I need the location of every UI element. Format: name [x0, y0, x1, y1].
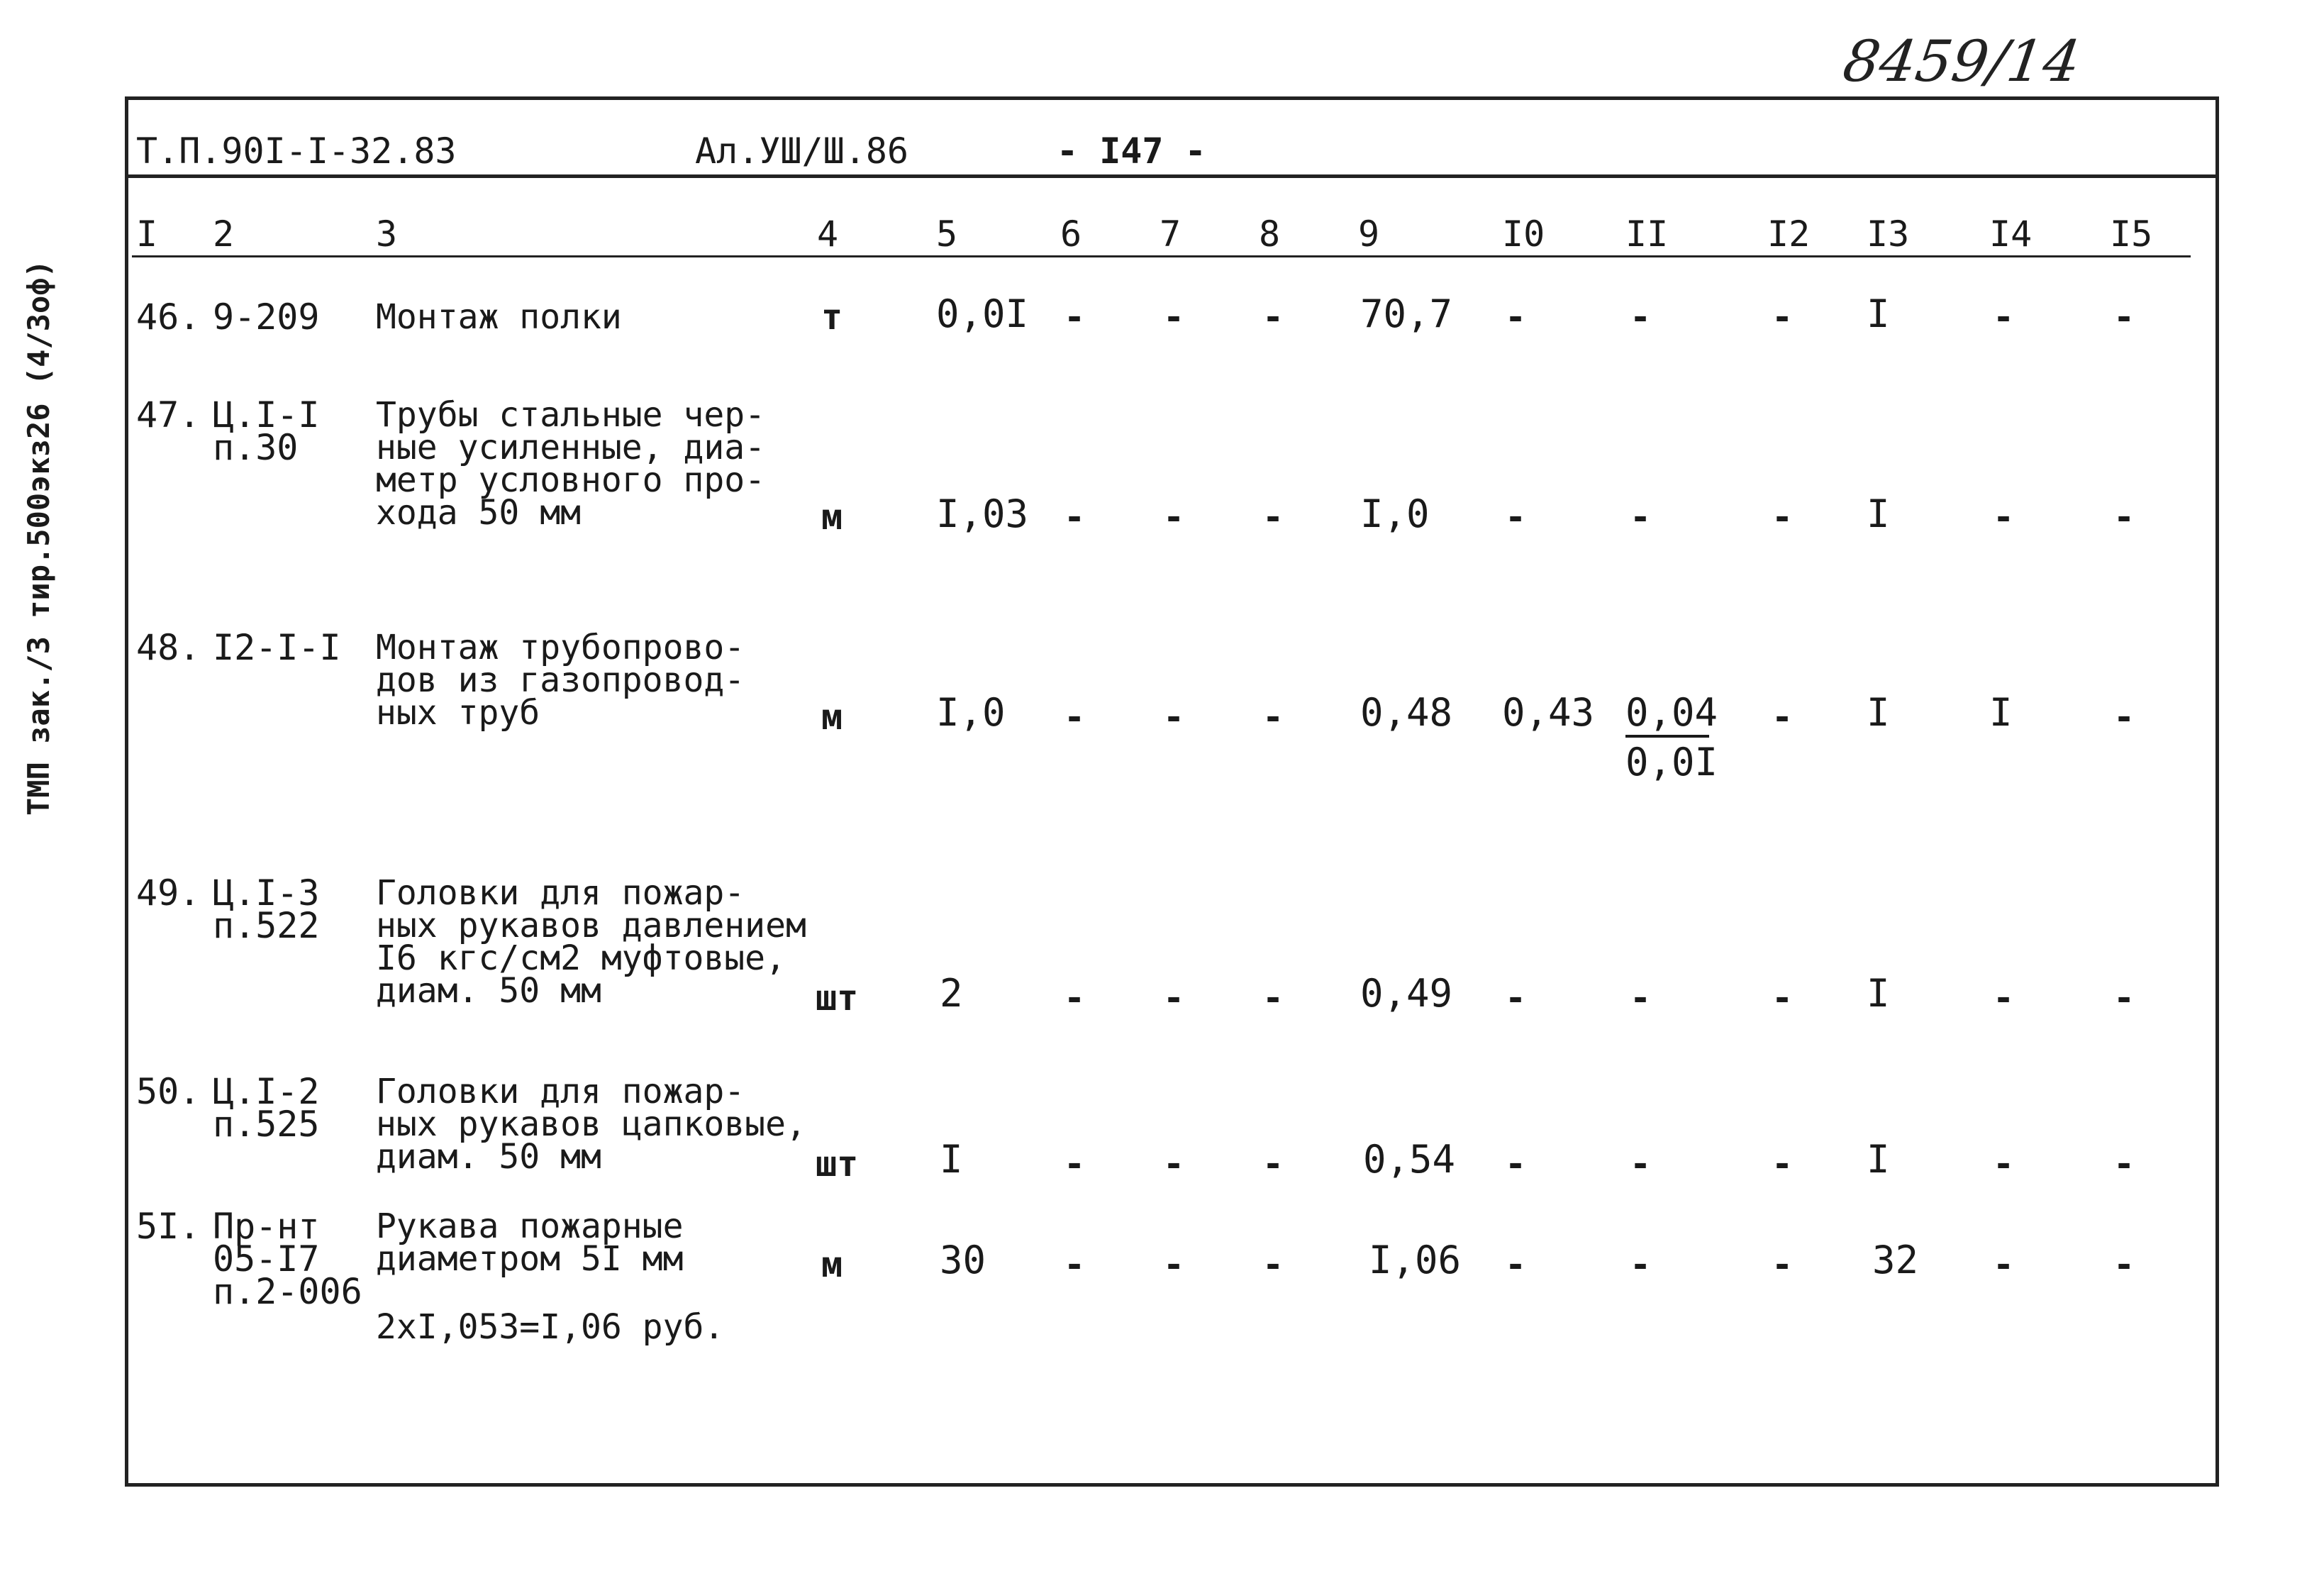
- item-description: диам. 50 мм: [376, 1137, 601, 1177]
- cell-8: -: [1262, 977, 1284, 1019]
- cell-7: -: [1163, 296, 1185, 338]
- cell-15: -: [2113, 1143, 2135, 1184]
- cell-9: 0,54: [1363, 1137, 1456, 1182]
- col-header-1: I: [136, 213, 158, 255]
- price-code: Ц.I-3: [213, 872, 320, 914]
- col-header-9: 9: [1358, 213, 1380, 255]
- cell-6: -: [1064, 977, 1086, 1019]
- cell-13: I: [1867, 492, 1890, 536]
- cell-14: -: [1993, 496, 2015, 538]
- cell-6: -: [1064, 296, 1086, 338]
- cell-14: -: [1993, 296, 2015, 338]
- cell-12: -: [1772, 977, 1794, 1019]
- cell-15: -: [2113, 697, 2135, 738]
- item-description: ных труб: [376, 693, 540, 733]
- side-print-note: ТМП зак./3 тир.500экз26 (4/3оф): [21, 260, 56, 816]
- cell-8: -: [1262, 697, 1284, 738]
- cell-9: 70,7: [1360, 292, 1453, 336]
- cell-9: I,06: [1369, 1238, 1462, 1282]
- unit: м: [821, 496, 843, 538]
- row-number: 50.: [136, 1071, 201, 1112]
- unit: т: [821, 296, 843, 338]
- cell-8: -: [1262, 1244, 1284, 1285]
- cell-10: -: [1505, 977, 1527, 1019]
- unit: шт: [816, 1143, 859, 1184]
- quantity: 2: [940, 971, 963, 1016]
- price-code-item: п.525: [213, 1104, 320, 1145]
- cell-13: I: [1867, 971, 1890, 1016]
- price-code-item: п.522: [213, 905, 320, 946]
- cell-6: -: [1064, 1244, 1086, 1285]
- unit: м: [821, 697, 843, 738]
- cell-9: I,0: [1360, 492, 1430, 536]
- quantity: 30: [940, 1238, 986, 1282]
- cell-9: 0,48: [1360, 690, 1453, 735]
- item-description: Головки для пожар-: [376, 873, 745, 913]
- column-header-rule: [132, 255, 2191, 257]
- quantity: I: [940, 1137, 963, 1182]
- row-number: 46.: [136, 296, 201, 338]
- col-header-3: 3: [376, 213, 398, 255]
- col-header-4: 4: [817, 213, 839, 255]
- cell-11: -: [1630, 296, 1652, 338]
- cell-15: -: [2113, 496, 2135, 538]
- item-description: I6 кгс/см2 муфтовые,: [376, 938, 786, 978]
- item-description: Монтаж трубопрово-: [376, 628, 745, 667]
- quantity: 0,0I: [936, 292, 1029, 336]
- cell-15: -: [2113, 1244, 2135, 1285]
- cost-note: 2хI,053=I,06 руб.: [376, 1307, 725, 1347]
- album-code: Ал.УШ/Ш.86: [695, 131, 909, 172]
- cell-15: -: [2113, 977, 2135, 1019]
- item-description: метр условного про-: [376, 460, 766, 500]
- cell-13: I: [1867, 690, 1890, 735]
- cell-9: 0,49: [1360, 971, 1453, 1016]
- cell-10: -: [1505, 296, 1527, 338]
- cell-7: -: [1163, 1244, 1185, 1285]
- col-header-2: 2: [213, 213, 235, 255]
- cell-7: -: [1163, 697, 1185, 738]
- unit: м: [821, 1244, 843, 1285]
- archive-number: 8459/14: [1839, 28, 2084, 94]
- col-header-7: 7: [1160, 213, 1182, 255]
- cell-11: -: [1630, 1244, 1652, 1285]
- col-header-13: I3: [1867, 213, 1910, 255]
- row-number: 5I.: [136, 1206, 201, 1247]
- cell-8: -: [1262, 296, 1284, 338]
- price-code: I2-I-I: [213, 627, 341, 668]
- quantity: I,03: [936, 492, 1029, 536]
- cell-14: -: [1993, 1143, 2015, 1184]
- item-description: диам. 50 мм: [376, 971, 601, 1011]
- cell-13: I: [1867, 1137, 1890, 1182]
- cell-11: -: [1630, 1143, 1652, 1184]
- cell-11-numerator: 0,04: [1625, 690, 1718, 735]
- cell-10: -: [1505, 1143, 1527, 1184]
- cell-6: -: [1064, 697, 1086, 738]
- cell-8: -: [1262, 496, 1284, 538]
- cell-7: -: [1163, 1143, 1185, 1184]
- item-description: ные усиленные, диа-: [376, 428, 766, 467]
- price-code: Пр-нт: [213, 1206, 320, 1247]
- col-header-5: 5: [936, 213, 958, 255]
- header-rule: [125, 174, 2219, 178]
- col-header-15: I5: [2110, 213, 2153, 255]
- price-code: Ц.I-2: [213, 1071, 320, 1112]
- col-header-6: 6: [1060, 213, 1082, 255]
- col-header-10: I0: [1502, 213, 1545, 255]
- cell-14: -: [1993, 977, 2015, 1019]
- cell-12: -: [1772, 1143, 1794, 1184]
- cell-10: 0,43: [1502, 690, 1595, 735]
- item-description: Головки для пожар-: [376, 1072, 745, 1111]
- col-header-14: I4: [1989, 213, 2033, 255]
- fraction-bar: [1625, 735, 1709, 738]
- item-description: хода 50 мм: [376, 493, 581, 533]
- cell-6: -: [1064, 1143, 1086, 1184]
- price-code: 9-209: [213, 296, 320, 338]
- cell-10: -: [1505, 496, 1527, 538]
- cell-7: -: [1163, 977, 1185, 1019]
- unit: шт: [816, 977, 859, 1019]
- cell-13: I: [1867, 292, 1890, 336]
- item-description: ных рукавов цапковые,: [376, 1104, 806, 1144]
- row-number: 49.: [136, 872, 201, 914]
- item-description: Рукава пожарные: [376, 1206, 684, 1246]
- item-description: ных рукавов давлением: [376, 906, 806, 945]
- col-header-8: 8: [1259, 213, 1281, 255]
- page-number: - I47 -: [1057, 131, 1206, 172]
- cell-12: -: [1772, 496, 1794, 538]
- item-description: диаметром 5I мм: [376, 1239, 684, 1279]
- cell-12: -: [1772, 697, 1794, 738]
- cell-12: -: [1772, 1244, 1794, 1285]
- cell-15: -: [2113, 296, 2135, 338]
- price-code-item: 05-I7: [213, 1238, 320, 1280]
- cell-10: -: [1505, 1244, 1527, 1285]
- cell-14: -: [1993, 1244, 2015, 1285]
- col-header-12: I2: [1767, 213, 1811, 255]
- price-code: Ц.I-I: [213, 394, 320, 435]
- cell-11-denominator: 0,0I: [1625, 740, 1718, 784]
- cell-14: I: [1989, 690, 2013, 735]
- cell-12: -: [1772, 296, 1794, 338]
- doc-code: Т.П.90I-I-32.83: [136, 131, 457, 172]
- item-description: Трубы стальные чер-: [376, 395, 766, 435]
- cell-7: -: [1163, 496, 1185, 538]
- price-code-item: п.2-006: [213, 1271, 362, 1312]
- row-number: 47.: [136, 394, 201, 435]
- cell-11: -: [1630, 977, 1652, 1019]
- col-header-11: II: [1625, 213, 1669, 255]
- item-description: дов из газопровод-: [376, 660, 745, 700]
- cell-8: -: [1262, 1143, 1284, 1184]
- cell-13: 32: [1872, 1238, 1919, 1282]
- item-description: Монтаж полки: [376, 297, 622, 337]
- cell-11: -: [1630, 496, 1652, 538]
- cell-6: -: [1064, 496, 1086, 538]
- price-code-item: п.30: [213, 427, 299, 468]
- quantity: I,0: [936, 690, 1006, 735]
- row-number: 48.: [136, 627, 201, 668]
